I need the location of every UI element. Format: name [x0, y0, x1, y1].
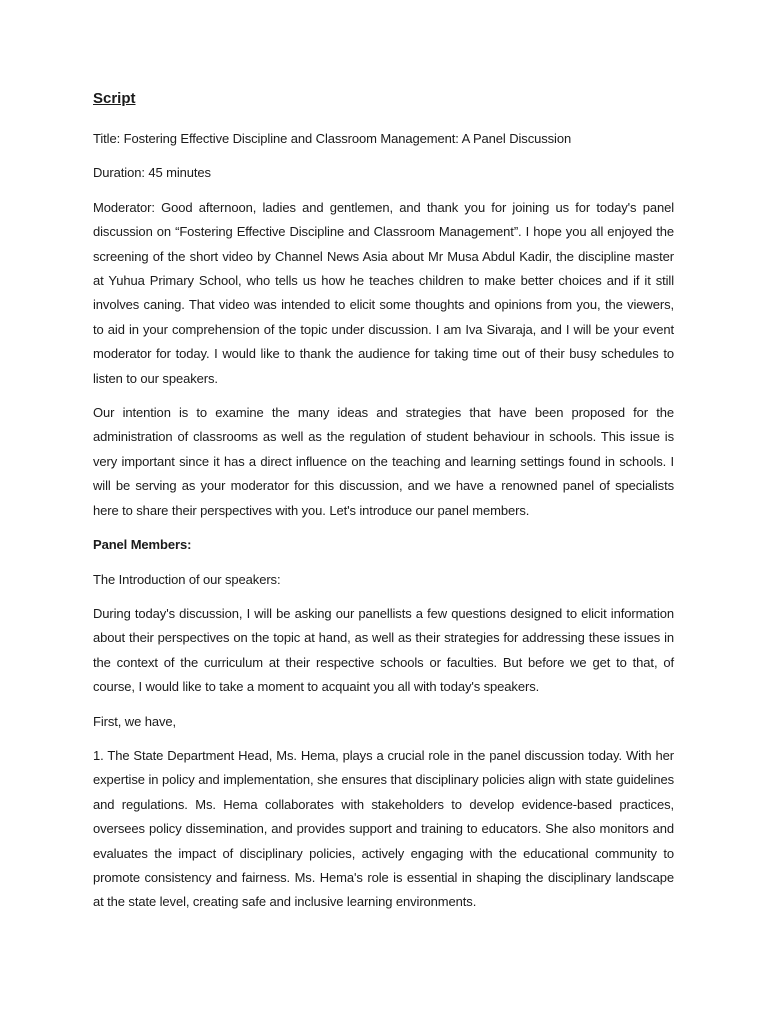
intro-speakers-line: The Introduction of our speakers: — [93, 571, 281, 587]
speaker-1-paragraph: 1. The State Department Head, Ms. Hema, plays a crucial role in the panel discussion today. With her expertise in policy and implementation, she ensures that disciplinary policies align with state guidelines and regulations. Ms. Hema collaborates with stakeholders to develop evidence-based practices, oversees policy dissemination, and provides support and training to educators. She also monitors and evaluates the impact of disciplinary policies, actively engaging with the educational community to promote consistency and fairness. Ms. Hema's role is essential in shaping the disciplinary landscape at the state level, creating safe and inclusive learning environments. — [93, 747, 674, 910]
intention-paragraph: Our intention is to examine the many ideas and strategies that have been proposed for the administration of classrooms as well as the regulation of student behaviour in schools. This issue is very important since it has a direct influence on the teaching and learning settings found in schools. I will be serving as your moderator for this discussion, and we have a renowned panel of specialists here to share their perspectives with you. Let's introduce our panel members. — [93, 405, 674, 518]
moderator-intro-paragraph: Moderator: Good afternoon, ladies and gentlemen, and thank you for joining us for today's panel discussion on “Fostering Effective Discipline and Classroom Management”. I hope you all enjoyed the screening of the short video by Channel News Asia about Mr Musa Abdul Kadir, the discipline master at Yuhua Primary School, who tells us how he teaches children to make better choices and if it still involves caning. That video was intended to elicit some thoughts and opinions from you, the viewers, to aid in your comprehension of the topic under discussion. I am Iva Sivaraja, and I will be your event moderator for today. I would like to thank the audience for taking time out of their busy schedules to listen to our speakers. — [93, 199, 674, 386]
discussion-paragraph: During today's discussion, I will be asking our panellists a few questions designed to elicit information about their perspectives on the topic at hand, as well as their strategies for addressing these issues in the context of the curriculum at their respective schools or faculties. But before we get to that, of course, I would like to take a moment to acquaint you all with today's speakers. — [93, 605, 674, 695]
duration-line: Duration: 45 minutes — [93, 165, 211, 181]
title-line: Title: Fostering Effective Discipline and Classroom Management: A Panel Discussion — [93, 131, 572, 146]
first-we-have-line: First, we have, — [93, 713, 177, 729]
panel-members-heading: Panel Members: — [93, 537, 192, 553]
script-heading: Script — [93, 90, 136, 107]
